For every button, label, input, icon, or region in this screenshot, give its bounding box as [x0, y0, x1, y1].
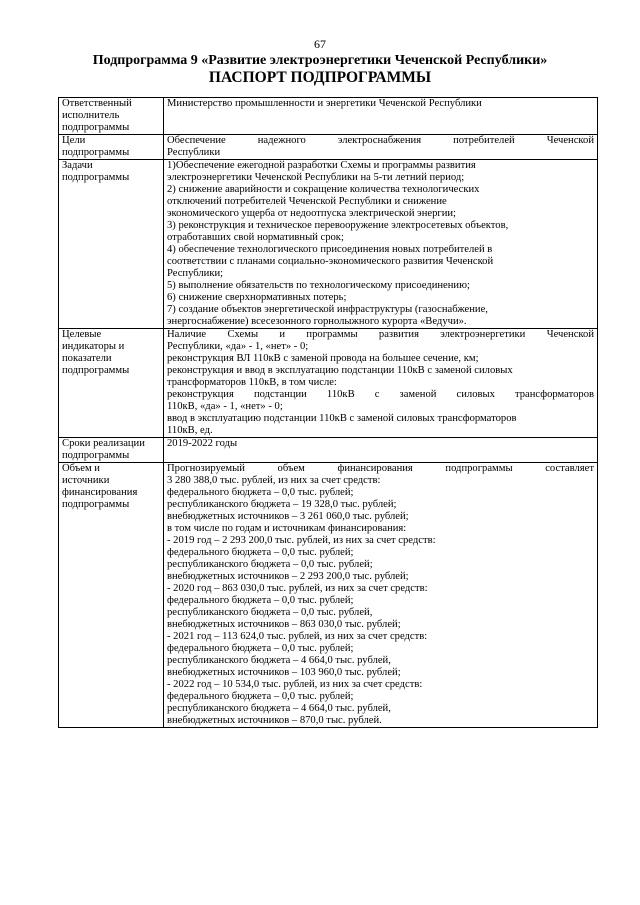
row-value-line: - 2021 год – 113 624,0 тыс. рублей, из них за счет средств: [167, 631, 428, 642]
row-value-line: 110кВ, «да» - 1, «нет» - 0; [167, 401, 283, 412]
row-value-line: энергоснабжение) всесезонного горнолыжного курорта «Ведучи». [167, 316, 467, 327]
row-value-line: республиканского бюджета – 4 664,0 тыс. рублей, [167, 655, 391, 666]
row-label-line: Цели [62, 135, 86, 146]
row-value-line: внебюджетных источников – 870,0 тыс. рублей. [167, 715, 382, 726]
row-label [59, 98, 164, 135]
row-value-line: 1)Обеспечение ежегодной разработки Схемы и программы развития [167, 160, 476, 171]
row-value-line: Министерство промышленности и энергетики Чеченской Республики [167, 98, 482, 109]
row-value-line: Республики; [167, 268, 224, 279]
row-label-line: подпрограммы [62, 147, 130, 158]
row-value-line: внебюджетных источников – 3 261 060,0 тыс. рублей; [167, 511, 409, 522]
row-value-line: республиканского бюджета – 0,0 тыс. рублей, [167, 607, 373, 618]
row-value-line: отключений потребителей Чеченской Республики и снижение [167, 196, 447, 207]
row-label-line: источники [62, 475, 110, 486]
row-value-line: Республики, «да» - 1, «нет» - 0; [167, 341, 309, 352]
row-value-line: Республики [167, 147, 221, 158]
row-value [164, 135, 598, 160]
row-label-line: индикаторы и [62, 341, 125, 352]
row-label [59, 135, 164, 160]
row-label-line: подпрограммы [62, 450, 130, 461]
row-value-line: республиканского бюджета – 0,0 тыс. рублей; [167, 559, 373, 570]
row-value [164, 463, 598, 728]
row-value-line: Обеспечение надежного электроснабжения потребителей Чеченской [167, 135, 594, 146]
row-label [59, 463, 164, 728]
row-value-line: 6) снижение сверхнормативных потерь; [167, 292, 347, 303]
document-title: Подпрограмма 9 «Развитие электроэнергетики Чеченской Республики» [92, 53, 548, 68]
row-value-line: 5) выполнение обязательств по технологическому присоединению; [167, 280, 470, 291]
row-value-line: соответствии с планами социально-экономического развития Чеченской [167, 256, 494, 267]
passport-table [58, 97, 598, 728]
row-value-line: федерального бюджета – 0,0 тыс. рублей; [167, 643, 354, 654]
row-value-line: ввод в эксплуатацию подстанции 110кВ с заменой силовых трансформаторов [167, 413, 517, 424]
row-label [59, 160, 164, 329]
row-value-line: внебюджетных источников – 2 293 200,0 тыс. рублей; [167, 571, 409, 582]
passport-row [59, 160, 598, 329]
page-number: 67 [314, 37, 326, 51]
row-value-line: 3) реконструкция и техническое перевооружение электросетевых объектов, [167, 220, 509, 231]
row-label-line: Ответственный [62, 98, 132, 109]
row-value-line: 3 280 388,0 тыс. рублей, из них за счет средств: [167, 475, 381, 486]
row-label-line: подпрограммы [62, 499, 130, 510]
row-label-line: показатели [62, 353, 112, 364]
row-label-line: финансирования [62, 487, 138, 498]
row-value-line: отработавших свой нормативный срок; [167, 232, 344, 243]
row-label-line: Целевые [62, 329, 102, 340]
row-value-line: республиканского бюджета – 4 664,0 тыс. рублей, [167, 703, 391, 714]
row-value [164, 329, 598, 438]
row-value-line: - 2020 год – 863 030,0 тыс. рублей, из них за счет средств: [167, 583, 428, 594]
row-label-line: подпрограммы [62, 122, 130, 133]
row-value-line: республиканского бюджета – 19 328,0 тыс. рублей; [167, 499, 397, 510]
passport-row [59, 98, 598, 135]
row-value-line: внебюджетных источников – 863 030,0 тыс. рублей; [167, 619, 401, 630]
row-label-line: подпрограммы [62, 172, 130, 183]
passport-heading: ПАСПОРТ ПОДПРОГРАММЫ [208, 69, 432, 86]
row-label-line: Объем и [62, 463, 100, 474]
row-value-line: реконструкция подстанции 110кВ с заменой силовых трансформаторов [167, 389, 594, 400]
row-value-line: Прогнозируемый объем финансирования подпрограммы составляет [167, 463, 594, 474]
row-value-line: в том числе по годам и источникам финансирования: [167, 523, 407, 534]
row-value-line: федерального бюджета – 0,0 тыс. рублей; [167, 547, 354, 558]
row-value-line: 110кВ, ед. [167, 425, 213, 436]
passport-row [59, 463, 598, 728]
row-value-line: 4) обеспечение технологического присоединения новых потребителей в [167, 244, 493, 255]
row-value-line: трансформаторов 110кВ, в том числе: [167, 377, 337, 388]
row-value-line: электроэнергетики Чеченской Республики на 5-ти летний период; [167, 172, 465, 183]
row-value-line: федерального бюджета – 0,0 тыс. рублей; [167, 487, 354, 498]
row-label-line: подпрограммы [62, 365, 130, 376]
row-value-line: 7) создание объектов энергетической инфраструктуры (газоснабжение, [167, 304, 488, 315]
row-value-line: - 2022 год – 10 534,0 тыс. рублей, из них за счет средств: [167, 679, 423, 690]
row-label [59, 438, 164, 463]
row-value-line: федерального бюджета – 0,0 тыс. рублей; [167, 595, 354, 606]
passport-row [59, 329, 598, 438]
row-label-line: Сроки реализации [62, 438, 145, 449]
row-label-line: исполнитель [62, 110, 120, 121]
row-label [59, 329, 164, 438]
row-value-line: - 2019 год – 2 293 200,0 тыс. рублей, из них за счет средств: [167, 535, 436, 546]
row-value-line: 2019-2022 годы [167, 438, 238, 449]
row-value-line: Наличие Схемы и программы развития электроэнергетики Чеченской [167, 329, 594, 340]
row-value [164, 98, 598, 135]
row-value-line: реконструкция и ввод в эксплуатацию подстанции 110кВ с заменой силовых [167, 365, 513, 376]
passport-row [59, 438, 598, 463]
row-value-line: 2) снижение аварийности и сокращение количества технологических [167, 184, 480, 195]
row-value-line: внебюджетных источников – 103 960,0 тыс. рублей; [167, 667, 401, 678]
row-value-line: федерального бюджета – 0,0 тыс. рублей; [167, 691, 354, 702]
row-value-line: экономического ущерба от недоотпуска электрической энергии; [167, 208, 456, 219]
passport-row [59, 135, 598, 160]
row-value [164, 160, 598, 329]
row-value-line: реконструкция ВЛ 110кВ с заменой провода на большее сечение, км; [167, 353, 479, 364]
row-label-line: Задачи [62, 160, 93, 171]
row-value [164, 438, 598, 463]
